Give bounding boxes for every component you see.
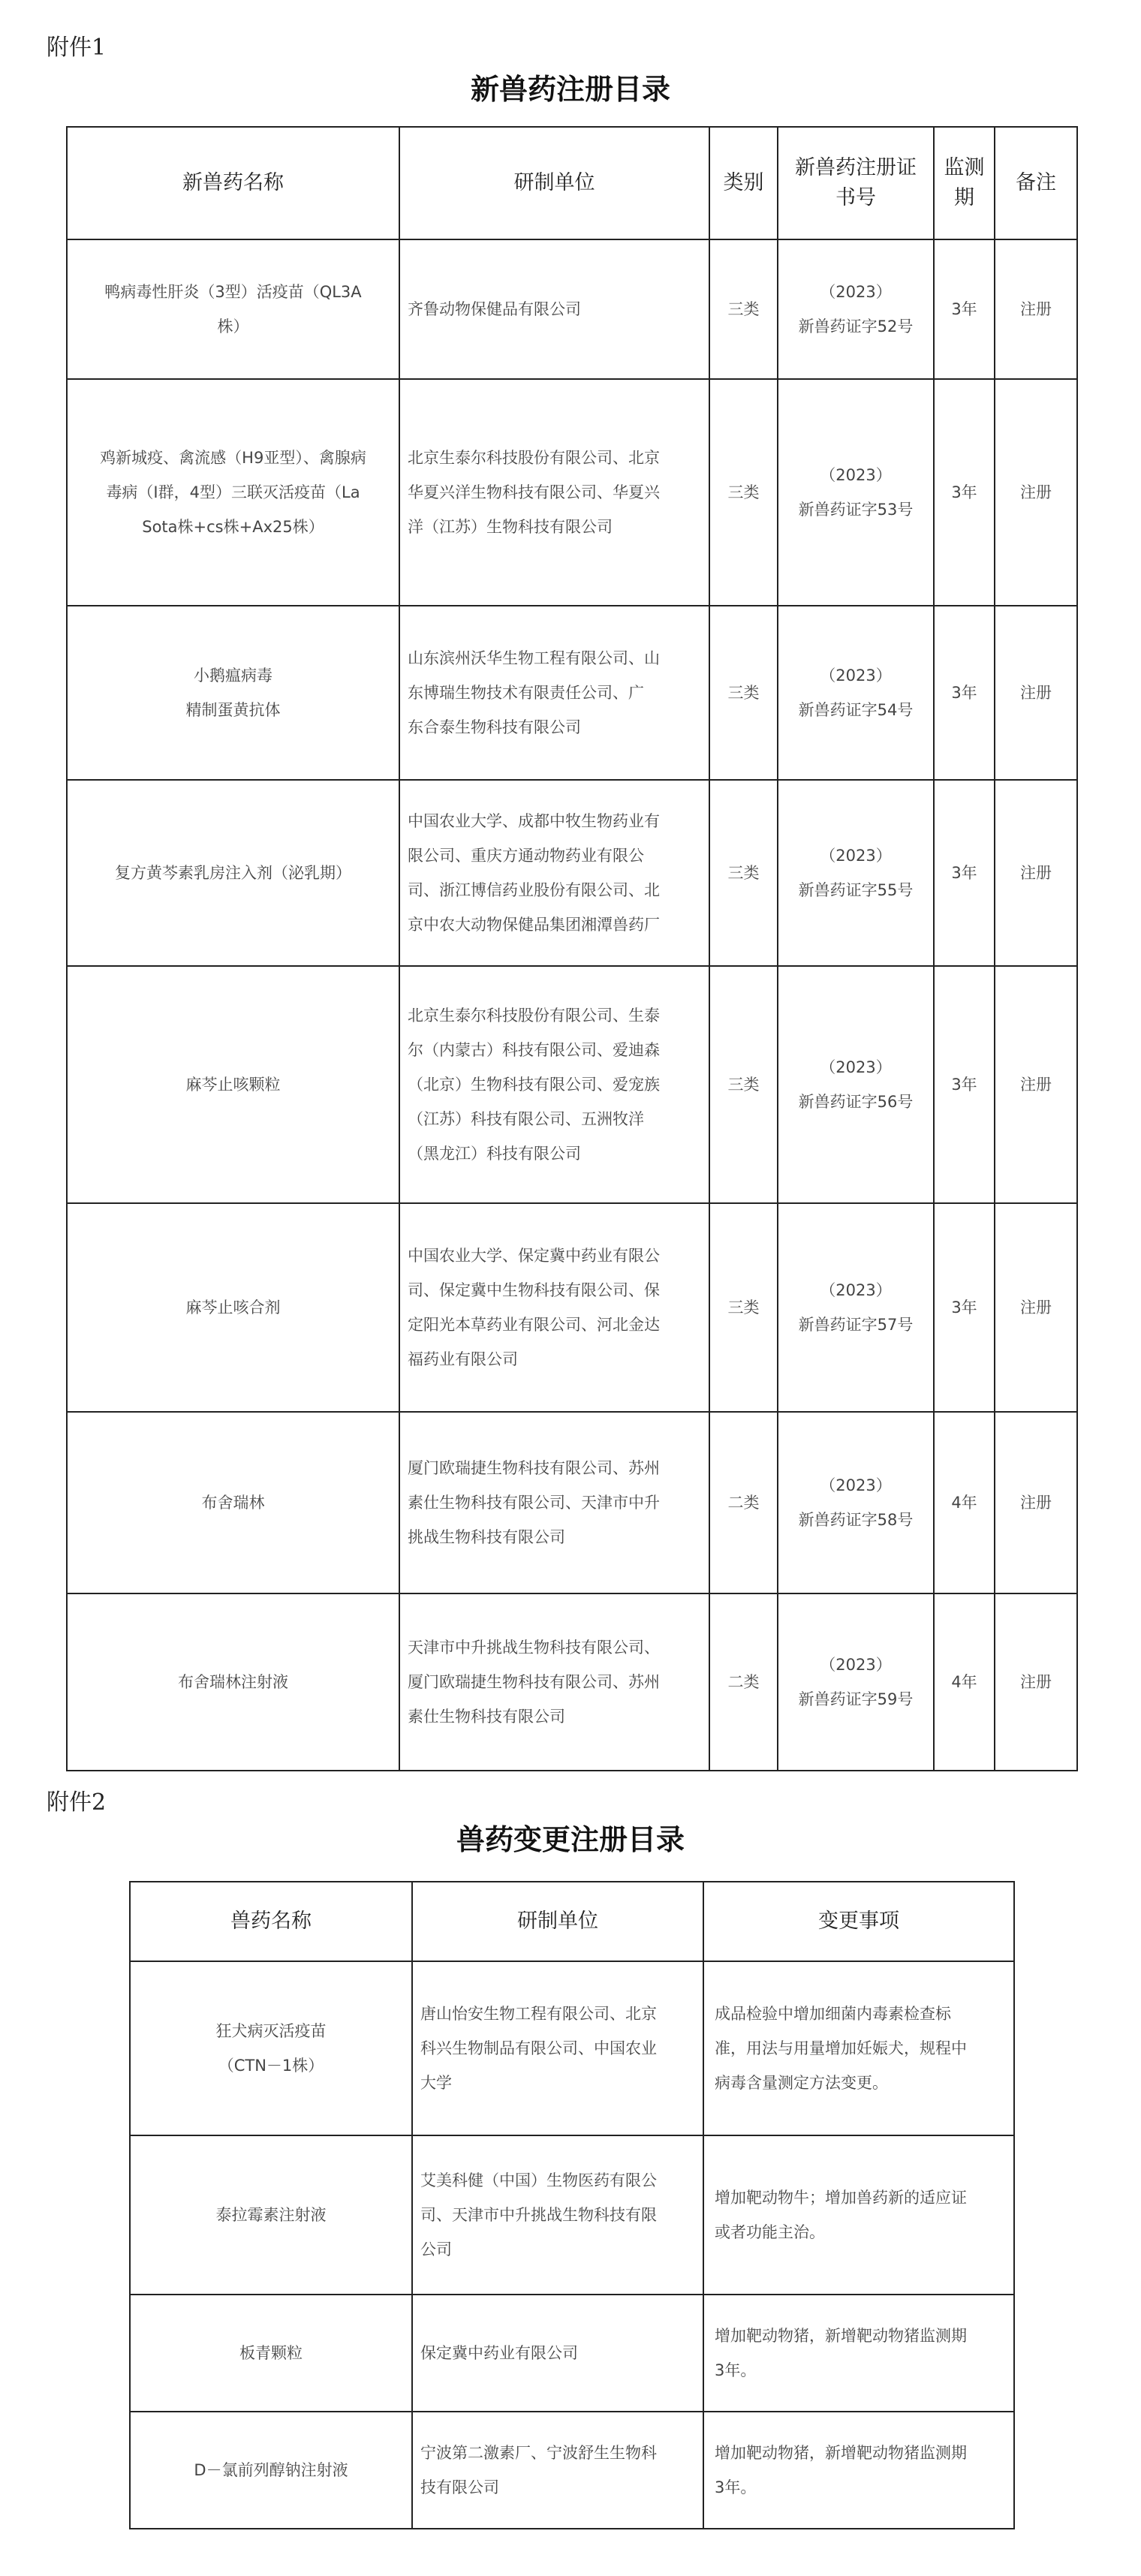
developer-line: 中国农业大学、保定冀中药业有限公 (408, 1247, 660, 1265)
cert-number: 新兽药证字59号 (798, 1690, 914, 1708)
change-item-line: 3年。 (715, 2478, 757, 2496)
change-item-line: 或者功能主治。 (715, 2223, 825, 2241)
category-cell: 二类 (709, 1412, 778, 1593)
drug-name-line: 精制蛋黄抗体 (185, 701, 281, 719)
table-row (67, 606, 1077, 780)
developer-line: 齐鲁动物保健品有限公司 (408, 300, 581, 318)
developer-line: 山东滨州沃华生物工程有限公司、山 (408, 649, 660, 667)
developer-line: 艾美科健（中国）生物医药有限公 (420, 2171, 657, 2189)
drug-name-line: D－氯前列醇钠注射液 (194, 2461, 348, 2479)
developer-line: 京中农大动物保健品集团湘潭兽药厂 (408, 916, 660, 934)
drug-name-line: 布舍瑞林注射液 (178, 1673, 288, 1691)
developer-line: 天津市中升挑战生物科技有限公司、 (408, 1639, 660, 1657)
attachment-2-label: 附件2 (47, 1789, 107, 1816)
change-item-line: 病毒含量测定方法变更。 (715, 2074, 888, 2092)
category-cell: 三类 (709, 966, 778, 1203)
developer-cell (399, 780, 709, 966)
developer-line: 司、浙江博信药业股份有限公司、北 (408, 881, 660, 899)
category-cell: 二类 (709, 1593, 778, 1771)
table-row (130, 1961, 1014, 2135)
note-cell: 注册 (995, 966, 1077, 1203)
drug-name-cell (67, 780, 399, 966)
table-row (130, 2135, 1014, 2295)
cert-number: 新兽药证字53号 (798, 501, 914, 519)
note-cell: 注册 (995, 1593, 1077, 1771)
header-monitoring-period: 监测期 (934, 127, 995, 239)
vet-drug-change-registration-table (129, 1881, 1015, 2529)
change-item-line: 增加靶动物牛；增加兽药新的适应证 (715, 2189, 967, 2207)
cert-year: （2023） (820, 1058, 892, 1076)
drug-name-line: （CTN－1株） (218, 2057, 324, 2075)
table-row (67, 239, 1077, 379)
note-cell: 注册 (995, 780, 1077, 966)
change-item-line: 增加靶动物猪，新增靶动物猪监测期 (715, 2327, 967, 2345)
table-row (67, 780, 1077, 966)
drug-name-cell (130, 1961, 412, 2135)
monitoring-period-cell: 4年 (934, 1412, 995, 1593)
developer-line: 东合泰生物科技有限公司 (408, 718, 581, 736)
drug-name-line: 鸭病毒性肝炎（3型）活疫苗（QL3A (104, 283, 362, 301)
drug-name-cell (67, 1593, 399, 1771)
cert-number-cell (778, 606, 934, 780)
cert-number: 新兽药证字55号 (798, 881, 914, 899)
developer-cell (399, 239, 709, 379)
header-developer: 研制单位 (412, 1882, 703, 1961)
developer-line: 素仕生物科技有限公司、天津市中升 (408, 1494, 660, 1512)
monitoring-period-cell: 3年 (934, 780, 995, 966)
change-item-line: 成品检验中增加细菌内毒素检查标 (715, 2005, 951, 2023)
developer-line: 东博瑞生物技术有限责任公司、广 (408, 684, 644, 702)
header-category: 类别 (709, 127, 778, 239)
change-items-cell (703, 2295, 1014, 2412)
monitoring-period-cell: 3年 (934, 966, 995, 1203)
monitoring-period-cell: 3年 (934, 239, 995, 379)
change-items-cell (703, 1961, 1014, 2135)
cert-number-cell (778, 1412, 934, 1593)
developer-line: 宁波第二激素厂、宁波舒生生物科 (420, 2444, 657, 2462)
drug-name-line: 麻芩止咳合剂 (185, 1299, 281, 1317)
developer-cell (399, 1412, 709, 1593)
cert-number-cell (778, 966, 934, 1203)
developer-line: 素仕生物科技有限公司 (408, 1708, 565, 1726)
table-row (67, 1412, 1077, 1593)
developer-line: 保定冀中药业有限公司 (420, 2344, 578, 2362)
drug-name-cell (67, 239, 399, 379)
table-header-row (130, 1882, 1014, 1961)
developer-line: 大学 (420, 2074, 452, 2092)
drug-name-line: 复方黄芩素乳房注入剂（泌乳期） (115, 864, 351, 882)
cert-year: （2023） (820, 1281, 892, 1299)
drug-name-cell (130, 2135, 412, 2295)
cert-number-cell (778, 1203, 934, 1412)
change-item-line: 准，用法与用量增加妊娠犬，规程中 (715, 2039, 967, 2057)
developer-line: 定阳光本草药业有限公司、河北金达 (408, 1316, 660, 1334)
category-cell: 三类 (709, 1203, 778, 1412)
drug-name-line: 麻芩止咳颗粒 (185, 1076, 281, 1094)
developer-line: 挑战生物科技有限公司 (408, 1528, 565, 1546)
developer-line: 厦门欧瑞捷生物科技有限公司、苏州 (408, 1673, 660, 1691)
developer-line: 公司 (420, 2240, 452, 2259)
category-cell: 三类 (709, 239, 778, 379)
developer-cell (412, 2295, 703, 2412)
drug-name-cell (67, 1412, 399, 1593)
cert-year: （2023） (820, 1656, 892, 1674)
developer-line: 司、天津市中升挑战生物科技有限 (420, 2206, 657, 2224)
drug-name-cell (67, 606, 399, 780)
table-row (67, 1593, 1077, 1771)
drug-name-cell (130, 2295, 412, 2412)
developer-line: 洋（江苏）生物科技有限公司 (408, 518, 613, 536)
change-items-cell (703, 2135, 1014, 2295)
cert-year: （2023） (820, 466, 892, 484)
note-cell: 注册 (995, 1412, 1077, 1593)
new-vet-drug-registration-table (66, 126, 1078, 1771)
drug-name-line: 泰拉霉素注射液 (215, 2206, 327, 2224)
table-row (67, 1203, 1077, 1412)
drug-name-cell (130, 2412, 412, 2529)
drug-name-cell (67, 379, 399, 606)
cert-number-cell (778, 239, 934, 379)
drug-name-line: 狂犬病灭活疫苗 (215, 2022, 327, 2040)
developer-line: 北京生泰尔科技股份有限公司、北京 (408, 449, 660, 467)
change-item-line: 3年。 (715, 2361, 757, 2379)
note-cell: 注册 (995, 1203, 1077, 1412)
developer-cell (412, 2412, 703, 2529)
header-change-items: 变更事项 (703, 1882, 1014, 1961)
header-drug-name: 新兽药名称 (67, 127, 399, 239)
developer-line: 北京生泰尔科技股份有限公司、生泰 (408, 1007, 660, 1025)
table-row (67, 966, 1077, 1203)
drug-name-line: 小鹅瘟病毒 (194, 667, 272, 685)
developer-line: 科兴生物制品有限公司、中国农业 (420, 2039, 657, 2057)
header-cert-number: 新兽药注册证书号 (778, 127, 934, 239)
developer-line: 厦门欧瑞捷生物科技有限公司、苏州 (408, 1459, 660, 1477)
developer-cell (399, 606, 709, 780)
monitoring-period-cell: 3年 (934, 606, 995, 780)
developer-line: 福药业有限公司 (408, 1350, 518, 1368)
attachment-1-title: 新兽药注册目录 (470, 73, 670, 106)
developer-cell (412, 2135, 703, 2295)
attachment-2-title: 兽药变更注册目录 (456, 1823, 685, 1856)
developer-line: （江苏）科技有限公司、五洲牧洋 (408, 1110, 644, 1128)
note-cell: 注册 (995, 379, 1077, 606)
cert-number-cell (778, 1593, 934, 1771)
monitoring-period-cell: 3年 (934, 1203, 995, 1412)
monitoring-period-cell: 3年 (934, 379, 995, 606)
developer-line: 司、保定冀中生物科技有限公司、保 (408, 1281, 660, 1299)
cert-number: 新兽药证字57号 (798, 1316, 914, 1334)
drug-name-line: 株） (217, 317, 249, 336)
cert-number: 新兽药证字52号 (798, 317, 914, 336)
header-drug-name: 兽药名称 (130, 1882, 412, 1961)
note-cell: 注册 (995, 606, 1077, 780)
category-cell: 三类 (709, 606, 778, 780)
drug-name-line: 毒病（Ⅰ群，4型）三联灭活疫苗（La (106, 483, 360, 501)
cert-year: （2023） (820, 667, 892, 685)
developer-cell (399, 1203, 709, 1412)
change-item-line: 增加靶动物猪，新增靶动物猪监测期 (715, 2444, 967, 2462)
developer-line: （黑龙江）科技有限公司 (408, 1145, 581, 1163)
category-cell: 三类 (709, 780, 778, 966)
category-cell: 三类 (709, 379, 778, 606)
header-note: 备注 (995, 127, 1077, 239)
table-row (67, 379, 1077, 606)
developer-line: 技有限公司 (420, 2478, 499, 2496)
developer-line: 唐山怡安生物工程有限公司、北京 (420, 2005, 657, 2023)
drug-name-line: Sota株+cs株+Ax25株） (142, 518, 324, 536)
cert-year: （2023） (820, 847, 892, 865)
change-items-cell (703, 2412, 1014, 2529)
developer-line: （北京）生物科技有限公司、爱宠族 (408, 1076, 660, 1094)
drug-name-cell (67, 1203, 399, 1412)
developer-cell (399, 1593, 709, 1771)
cert-number-cell (778, 780, 934, 966)
cert-year: （2023） (820, 283, 892, 301)
developer-cell (412, 1961, 703, 2135)
developer-cell (399, 379, 709, 606)
cert-number: 新兽药证字58号 (798, 1511, 914, 1529)
note-cell: 注册 (995, 239, 1077, 379)
developer-line: 限公司、重庆方通动物药业有限公 (408, 847, 644, 865)
drug-name-line: 布舍瑞林 (201, 1494, 265, 1512)
drug-name-cell (67, 966, 399, 1203)
monitoring-period-cell: 4年 (934, 1593, 995, 1771)
table-header-row (67, 127, 1077, 239)
drug-name-line: 板青颗粒 (239, 2344, 303, 2362)
table-row (130, 2412, 1014, 2529)
attachment-1-label: 附件1 (47, 35, 107, 61)
drug-name-line: 鸡新城疫、禽流感（H9亚型）、禽腺病 (100, 449, 366, 467)
header-developer: 研制单位 (399, 127, 709, 239)
cert-number: 新兽药证字56号 (798, 1093, 914, 1111)
cert-number: 新兽药证字54号 (798, 701, 914, 719)
developer-line: 华夏兴洋生物科技有限公司、华夏兴 (408, 483, 660, 501)
developer-line: 中国农业大学、成都中牧生物药业有 (408, 812, 660, 830)
cert-number-cell (778, 379, 934, 606)
developer-line: 尔（内蒙古）科技有限公司、爱迪森 (408, 1041, 660, 1059)
developer-cell (399, 966, 709, 1203)
table-row (130, 2295, 1014, 2412)
cert-year: （2023） (820, 1476, 892, 1494)
